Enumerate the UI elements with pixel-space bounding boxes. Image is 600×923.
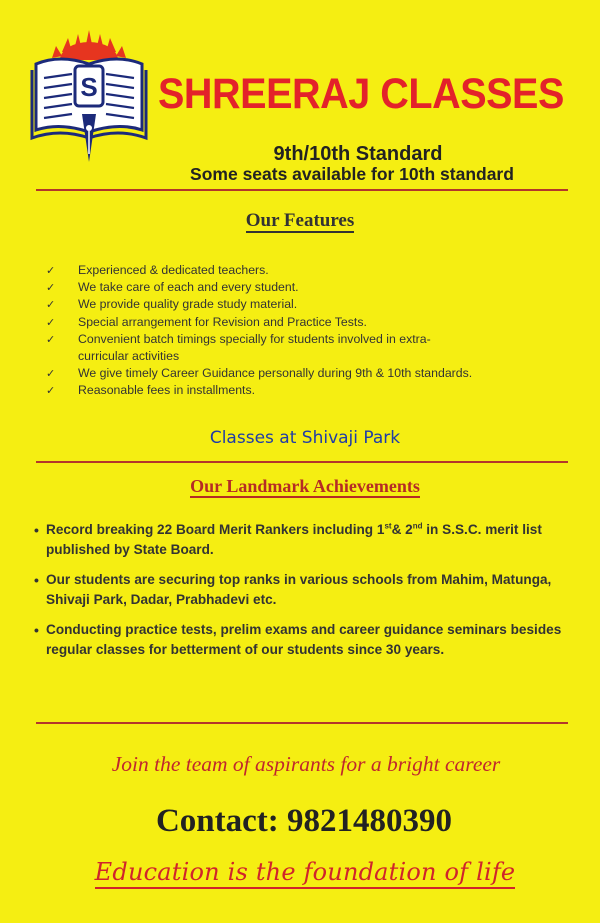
contact-phone: Contact: 9821480390: [155, 803, 453, 839]
list-item: ✓ Reasonable fees in installments.: [46, 382, 576, 399]
bullet-icon: •: [34, 572, 39, 588]
check-icon: ✓: [46, 281, 56, 295]
list-item: ✓ We give timely Career Guidance personally during 9th & 10th standards.: [46, 365, 576, 382]
list-item: ✓ Special arrangement for Revision and Practice Tests.: [46, 314, 576, 331]
motto: Education is the foundation of life: [0, 858, 600, 886]
location-label: Classes at Shivaji Park: [209, 428, 401, 448]
list-item: • Conducting practice tests, prelim exams and career guidance seminars besides regular classes for betterment of our students since 30 years.: [34, 622, 562, 657]
page-title: SHREERAJ CLASSES: [158, 70, 564, 118]
list-item: ✓ We take care of each and every student.: [46, 279, 576, 296]
seats-notice: Some seats available for 10th standard: [190, 164, 514, 184]
standard-label: 9th/10th Standard: [273, 143, 443, 165]
list-item: • Our students are securing top ranks in various schools from Mahim, Matunga, Shivaji Park, Dadar, Prabhadevi etc.: [34, 572, 552, 607]
divider: [36, 461, 568, 463]
check-icon: ✓: [46, 264, 56, 277]
features-heading: Our Features: [245, 210, 355, 231]
achievements-heading: Our Landmark Achievements: [190, 476, 420, 496]
list-item: ✓ We provide quality grade study material.: [46, 296, 576, 313]
bullet-icon: •: [34, 622, 39, 638]
check-icon: ✓: [46, 315, 56, 329]
bullet-icon: •: [34, 522, 39, 538]
svg-text:S: S: [80, 72, 98, 102]
check-icon: ✓: [46, 384, 56, 398]
features-list: [46, 262, 576, 400]
achievements-list: [34, 520, 579, 670]
list-item: • Record breaking 22 Board Merit Rankers including 1st& 2nd in S.S.C. merit list published by State Board.: [34, 521, 542, 557]
list-item: ✓ Convenient batch timings specially for students involved in extra-curricular activities: [46, 331, 431, 364]
list-item: ✓ Experienced & dedicated teachers.: [46, 262, 576, 279]
divider: [36, 722, 568, 724]
tagline: Join the team of aspirants for a bright career: [111, 752, 501, 776]
check-icon: ✓: [46, 332, 56, 346]
check-icon: ✓: [46, 298, 56, 312]
divider: [36, 189, 568, 191]
check-icon: ✓: [46, 367, 56, 381]
